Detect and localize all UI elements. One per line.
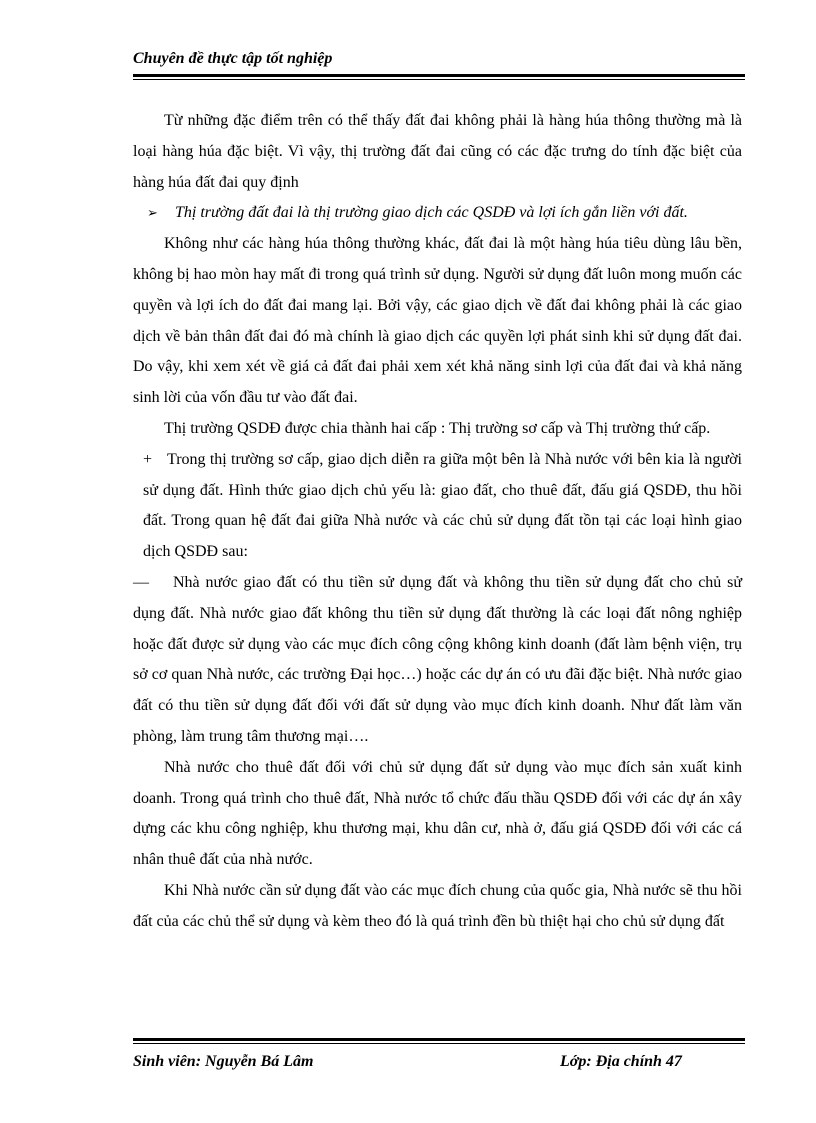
header-rule-thin — [133, 79, 745, 80]
plus-mark: + — [143, 450, 153, 468]
bullet-text: Thị trường đất đai là thị trường giao dịch các QSDĐ và lợi ích gắn liền với đất. — [175, 204, 688, 222]
arrow-bullet-icon: ➢ — [147, 205, 158, 221]
paragraph-land-lease: Nhà nước cho thuê đất đối với chủ sử dụng đất sử dụng vào mục đích sản xuất kinh doanh. Trong quá trình cho thuê đất, Nhà nước tổ chức đấu thầu QSDĐ đối với các dự án xây dựng các khu công nghiệp, khu thương mại, khu dân cư, nhà ở, đấu giá QSDĐ đối với các cá nhân thuê đất của nhà nước. — [133, 758, 742, 869]
header-rule-thick — [133, 74, 745, 77]
footer-rule-thick — [133, 1038, 745, 1041]
dash-mark: — — [133, 573, 149, 591]
header-title: Chuyên đề thực tập tốt nghiệp — [133, 50, 333, 67]
plus-item — [133, 445, 742, 568]
plus-item-text: Trong thị trường sơ cấp, giao dịch diễn ra giữa một bên là Nhà nước với bên kia là người sử dụng đất. Hình thức giao dịch chủ yếu là: giao đất, cho thuê đất, đấu giá QSDĐ, thu hồi đất. Trong quan hệ đất đai giữa Nhà nước và các chủ sử dụng đất tồn tại các loại hình giao dịch QSDĐ sau: — [143, 450, 742, 561]
dash-item — [133, 568, 742, 753]
paragraph-market-levels: Thị trường QSDĐ được chia thành hai cấp : Thị trường sơ cấp và Thị trường thứ cấp. — [164, 419, 711, 437]
footer-student: Sinh viên: Nguyễn Bá Lâm — [133, 1053, 314, 1070]
paragraph-intro: Từ những đặc điểm trên có thể thấy đất đai không phải là hàng húa thông thường mà là loại hàng húa đặc biệt. Vì vậy, thị trường đất đai cũng có các đặc trưng do tính đặc biệt của hàng húa đất đai quy định — [133, 112, 742, 191]
paragraph-land-recovery: Khi Nhà nước cần sử dụng đất vào các mục đích chung của quốc gia, Nhà nước sẽ thu hồi đất của các chủ thể sử dụng và kèm theo đó là quá trình đền bù thiệt hại cho chủ sử dụng đất — [133, 881, 742, 930]
paragraph-durable-goods: Không như các hàng húa thông thường khác, đất đai là một hàng húa tiêu dùng lâu bền, không bị hao mòn hay mất đi trong quá trình sử dụng. Người sử dụng đất luôn mong muốn các quyền và lợi ích do đất đai mang lại. Bởi vậy, các giao dịch về đất đai không phải là các giao dịch về bản thân đất đai đó mà chính là giao dịch các quyền lợi phát sinh khi sử dụng đất đai. Do vậy, khi xem xét về giá cả đất đai phải xem xét khả năng sinh lợi của đất đai và khả năng sinh lời của vốn đầu tư vào đất đai. — [133, 235, 742, 407]
document-body — [133, 106, 742, 938]
footer-rule-thin — [133, 1043, 745, 1044]
dash-item-text: Nhà nước giao đất có thu tiền sử dụng đất và không thu tiền sử dụng đất cho chủ sử dụng đất. Nhà nước giao đất không thu tiền sử dụng đất thường là các loại đất nông nghiệp hoặc đất được sử dụng vào các mục đích công cộng không kinh doanh (đất làm bệnh viện, trụ sở cơ quan Nhà nước, các trường Đại học…) hoặc các dự án có ưu đãi đặc biệt. Nhà nước giao đất có thu tiền sử dụng đất đối với đất sử dụng vào mục đích kinh doanh. Như đất làm văn phòng, làm trung tâm thương mại…. — [133, 573, 742, 745]
bullet-item — [133, 198, 742, 229]
footer-class: Lớp: Địa chính 47 — [560, 1053, 682, 1070]
